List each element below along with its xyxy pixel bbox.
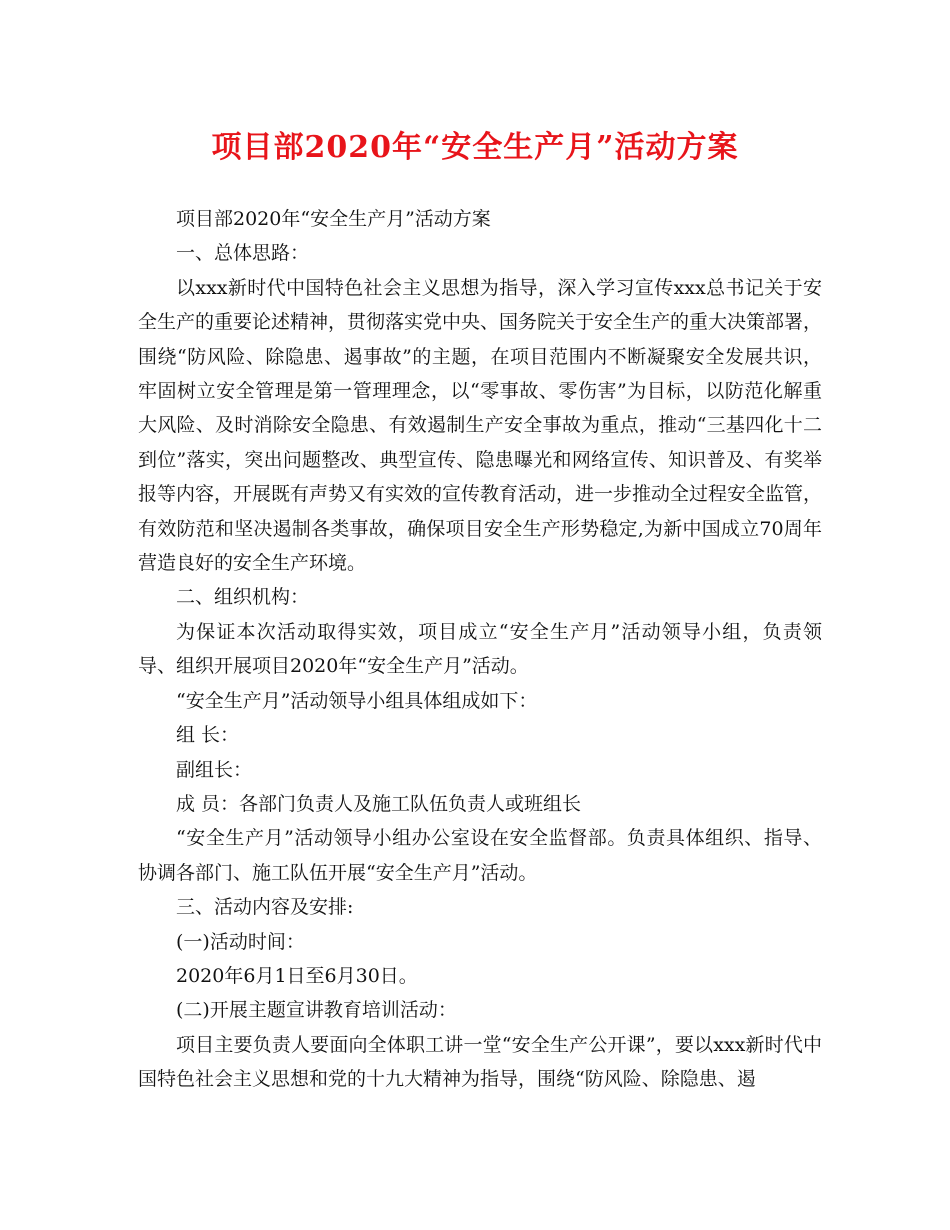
paragraph-activity-time: 2020年6月1日至6月30日。: [176, 964, 418, 987]
paragraph-subtitle: 项目部2020年“安全生产月”活动方案: [176, 208, 491, 230]
heading-activity-content: 三、活动内容及安排:: [176, 896, 354, 919]
paragraph-group-composition: “安全生产月”活动领导小组具体组成如下：: [176, 689, 538, 712]
paragraph-training: 项目主要负责人要面向全体职工讲一堂“安全生产公开课”，要以xxx新时代中国特色社会主义思想和党的十九大精神为指导，围绕“防风险、除隐患、遏: [138, 1033, 822, 1091]
heading-organization: 二、组织机构：: [176, 586, 310, 609]
document-body: [138, 202, 822, 1097]
heading-general-approach: 一、总体思路：: [176, 242, 310, 265]
paragraph-group-leader: 组 长：: [176, 724, 240, 747]
paragraph-members: 成 员：各部门负责人及施工队伍负责人或班组长: [176, 792, 582, 815]
paragraph-general-approach: 以xxx新时代中国特色社会主义思想为指导，深入学习宣传xxx总书记关于安全生产的重要论述精神，贯彻落实党中央、国务院关于安全生产的重大决策部署，围绕“防风险、除隐患、遏事故”的主题，在项目范围内不断凝聚安全发展共识，牢固树立安全管理是第一管理理念，以“零事故、零伤害”为目标，以防范化解重大风险、及时消除安全隐患、有效遏制生产安全事故为重点，推动“三基四化十二到位”落实，突出问题整改、典型宣传、隐患曝光和网络宣传、知识普及、有奖举报等内容，开展既有声势又有实效的宣传教育活动，进一步推动全过程安全监管，有效防范和坚决遏制各类事故，确保项目安全生产形势稳定,为新中国成立70周年营造良好的安全生产环境。: [138, 276, 823, 575]
document-title: 项目部2020年“安全生产月”活动方案: [211, 130, 739, 165]
heading-training: (二)开展主题宣讲教育培训活动：: [176, 999, 457, 1022]
paragraph-organization: 为保证本次活动取得实效，项目成立“安全生产月”活动领导小组，负责领导、组织开展项目2020年“安全生产月”活动。: [138, 620, 822, 678]
heading-activity-time: (一)活动时间：: [176, 930, 305, 953]
paragraph-office: “安全生产月”活动领导小组办公室设在安全监督部。负责具体组织、指导、协调各部门、施工队伍开展“安全生产月”活动。: [138, 827, 822, 884]
paragraph-deputy-leader: 副组长：: [176, 758, 253, 781]
